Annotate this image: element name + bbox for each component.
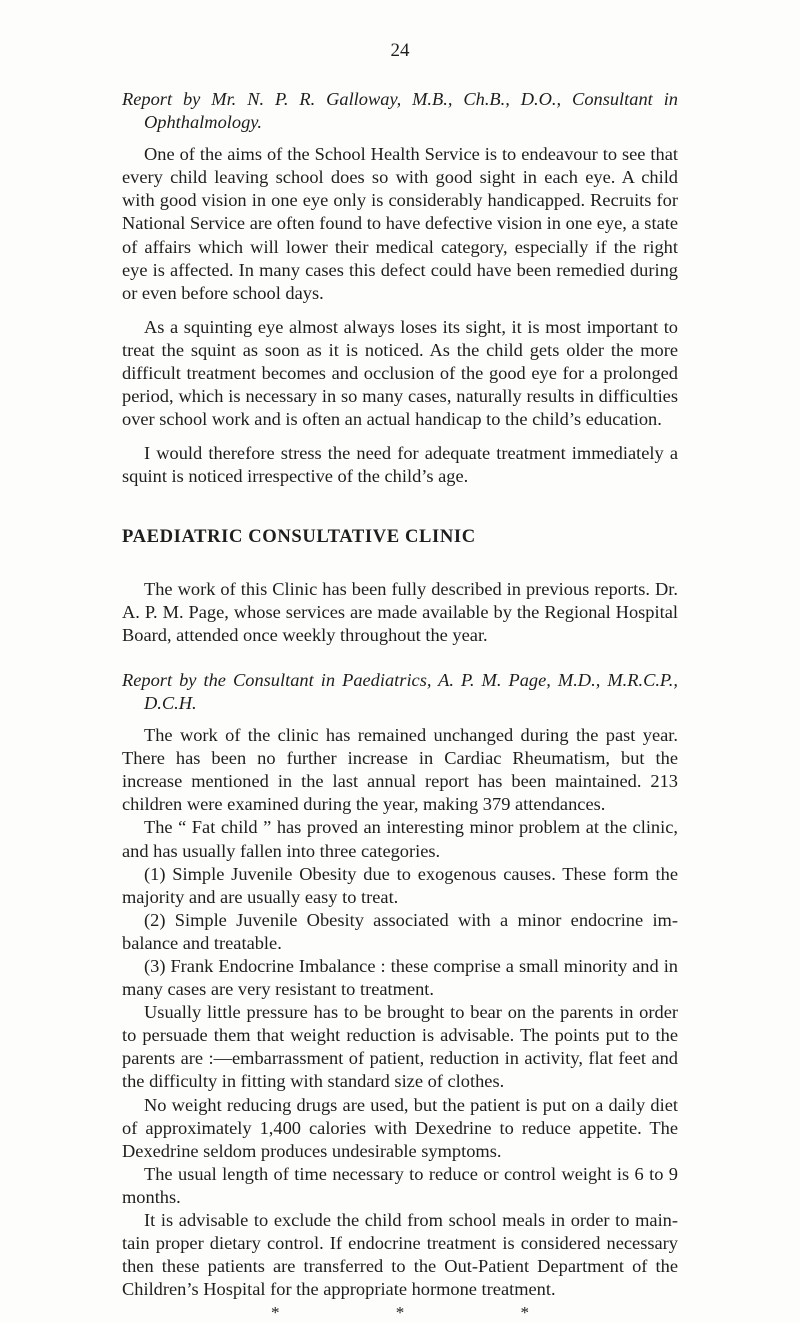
paediatrics-paragraph: (3) Frank Endocrine Imbalance : these comprise a small minority and in many cases are very resistant to treatment. [122, 956, 678, 1000]
paediatrics-paragraph: It is advisable to exclude the child from school meals in order to main-tain proper dietary control. If endocrine treatment is considered necessary then these patients are transferred to the Out-Patient Department of the Children’s Hospital for the appropriate hormone treatment. [122, 1210, 678, 1300]
ophthalmology-report-heading: Report by Mr. N. P. R. Galloway, M.B., Ch.B., D.O., Consultant in Ophthalmology. [122, 89, 678, 133]
paediatrics-paragraph: The work of the clinic has remained unchanged during the past year. There has been no further increase in Cardiac Rheumatism, but the increase mentioned in the last annual report has been maintained. 213 children were examined during the year, making 379 attendances. [122, 725, 678, 815]
page-content [122, 88, 678, 1323]
paediatrics-paragraph: The “ Fat child ” has proved an interesting minor problem at the clinic, and has usually fallen into three categories. [122, 817, 678, 861]
clinic-intro-paragraph: The work of this Clinic has been fully described in previous reports. Dr. A. P. M. Page, whose services are made available by the Regional Hospital Board, attended once weekly throughout the year. [122, 578, 678, 645]
paediatrics-paragraph: (1) Simple Juvenile Obesity due to exogenous causes. These form the majority and are usually easy to treat. [122, 863, 678, 907]
paediatrics-paragraph: (2) Simple Juvenile Obesity associated with a minor endocrine im-balance and treatable. [122, 909, 678, 953]
paediatrics-paragraph: Usually little pressure has to be brought to bear on the parents in order to persuade them that weight reduction is advisable. The points put to the parents are :—embarrassment of patient, reduction in activity, flat feet and the difficulty in fitting with standard size of clothes. [122, 1002, 678, 1092]
paediatrics-paragraph: No weight reducing drugs are used, but the patient is put on a daily diet of approximately 1,400 calories with Dexedrine to reduce appetite. The Dexedrine seldom produces undesirable symptoms. [122, 1094, 678, 1161]
paediatrics-paragraph: The usual length of time necessary to reduce or control weight is 6 to 9 months. [122, 1163, 678, 1207]
end-of-section-asterisks: * * * [271, 1303, 585, 1323]
page-number: 24 [390, 40, 410, 61]
ophthalmology-paragraph: As a squinting eye almost always loses its sight, it is most important to treat the squint as soon as it is noticed. As the child gets older the more difficult treatment becomes and occlusion of the good eye for a prolonged period, which is necessary in so many cases, naturally results in difficulties over school work and is often an actual handicap to the child’s education. [122, 316, 678, 430]
ophthalmology-paragraph: I would therefore stress the need for adequate treatment immediately a squint is noticed irrespective of the child’s age. [122, 443, 678, 487]
ophthalmology-paragraph: One of the aims of the School Health Service is to endeavour to see that every child leaving school does so with good sight in each eye. A child with good vision in one eye only is considerably handicapped. Recruits for National Service are often found to have defective vision in one eye, a state of affairs which will lower their medical category, especially if the right eye is affected. In many cases this defect could have been remedied during or even before school days. [122, 144, 678, 303]
section-heading: PAEDIATRIC CONSULTATIVE CLINIC [122, 525, 476, 547]
paediatrics-report-heading: Report by the Consultant in Paediatrics, A. P. M. Page, M.D., M.R.C.P., D.C.H. [122, 669, 678, 713]
